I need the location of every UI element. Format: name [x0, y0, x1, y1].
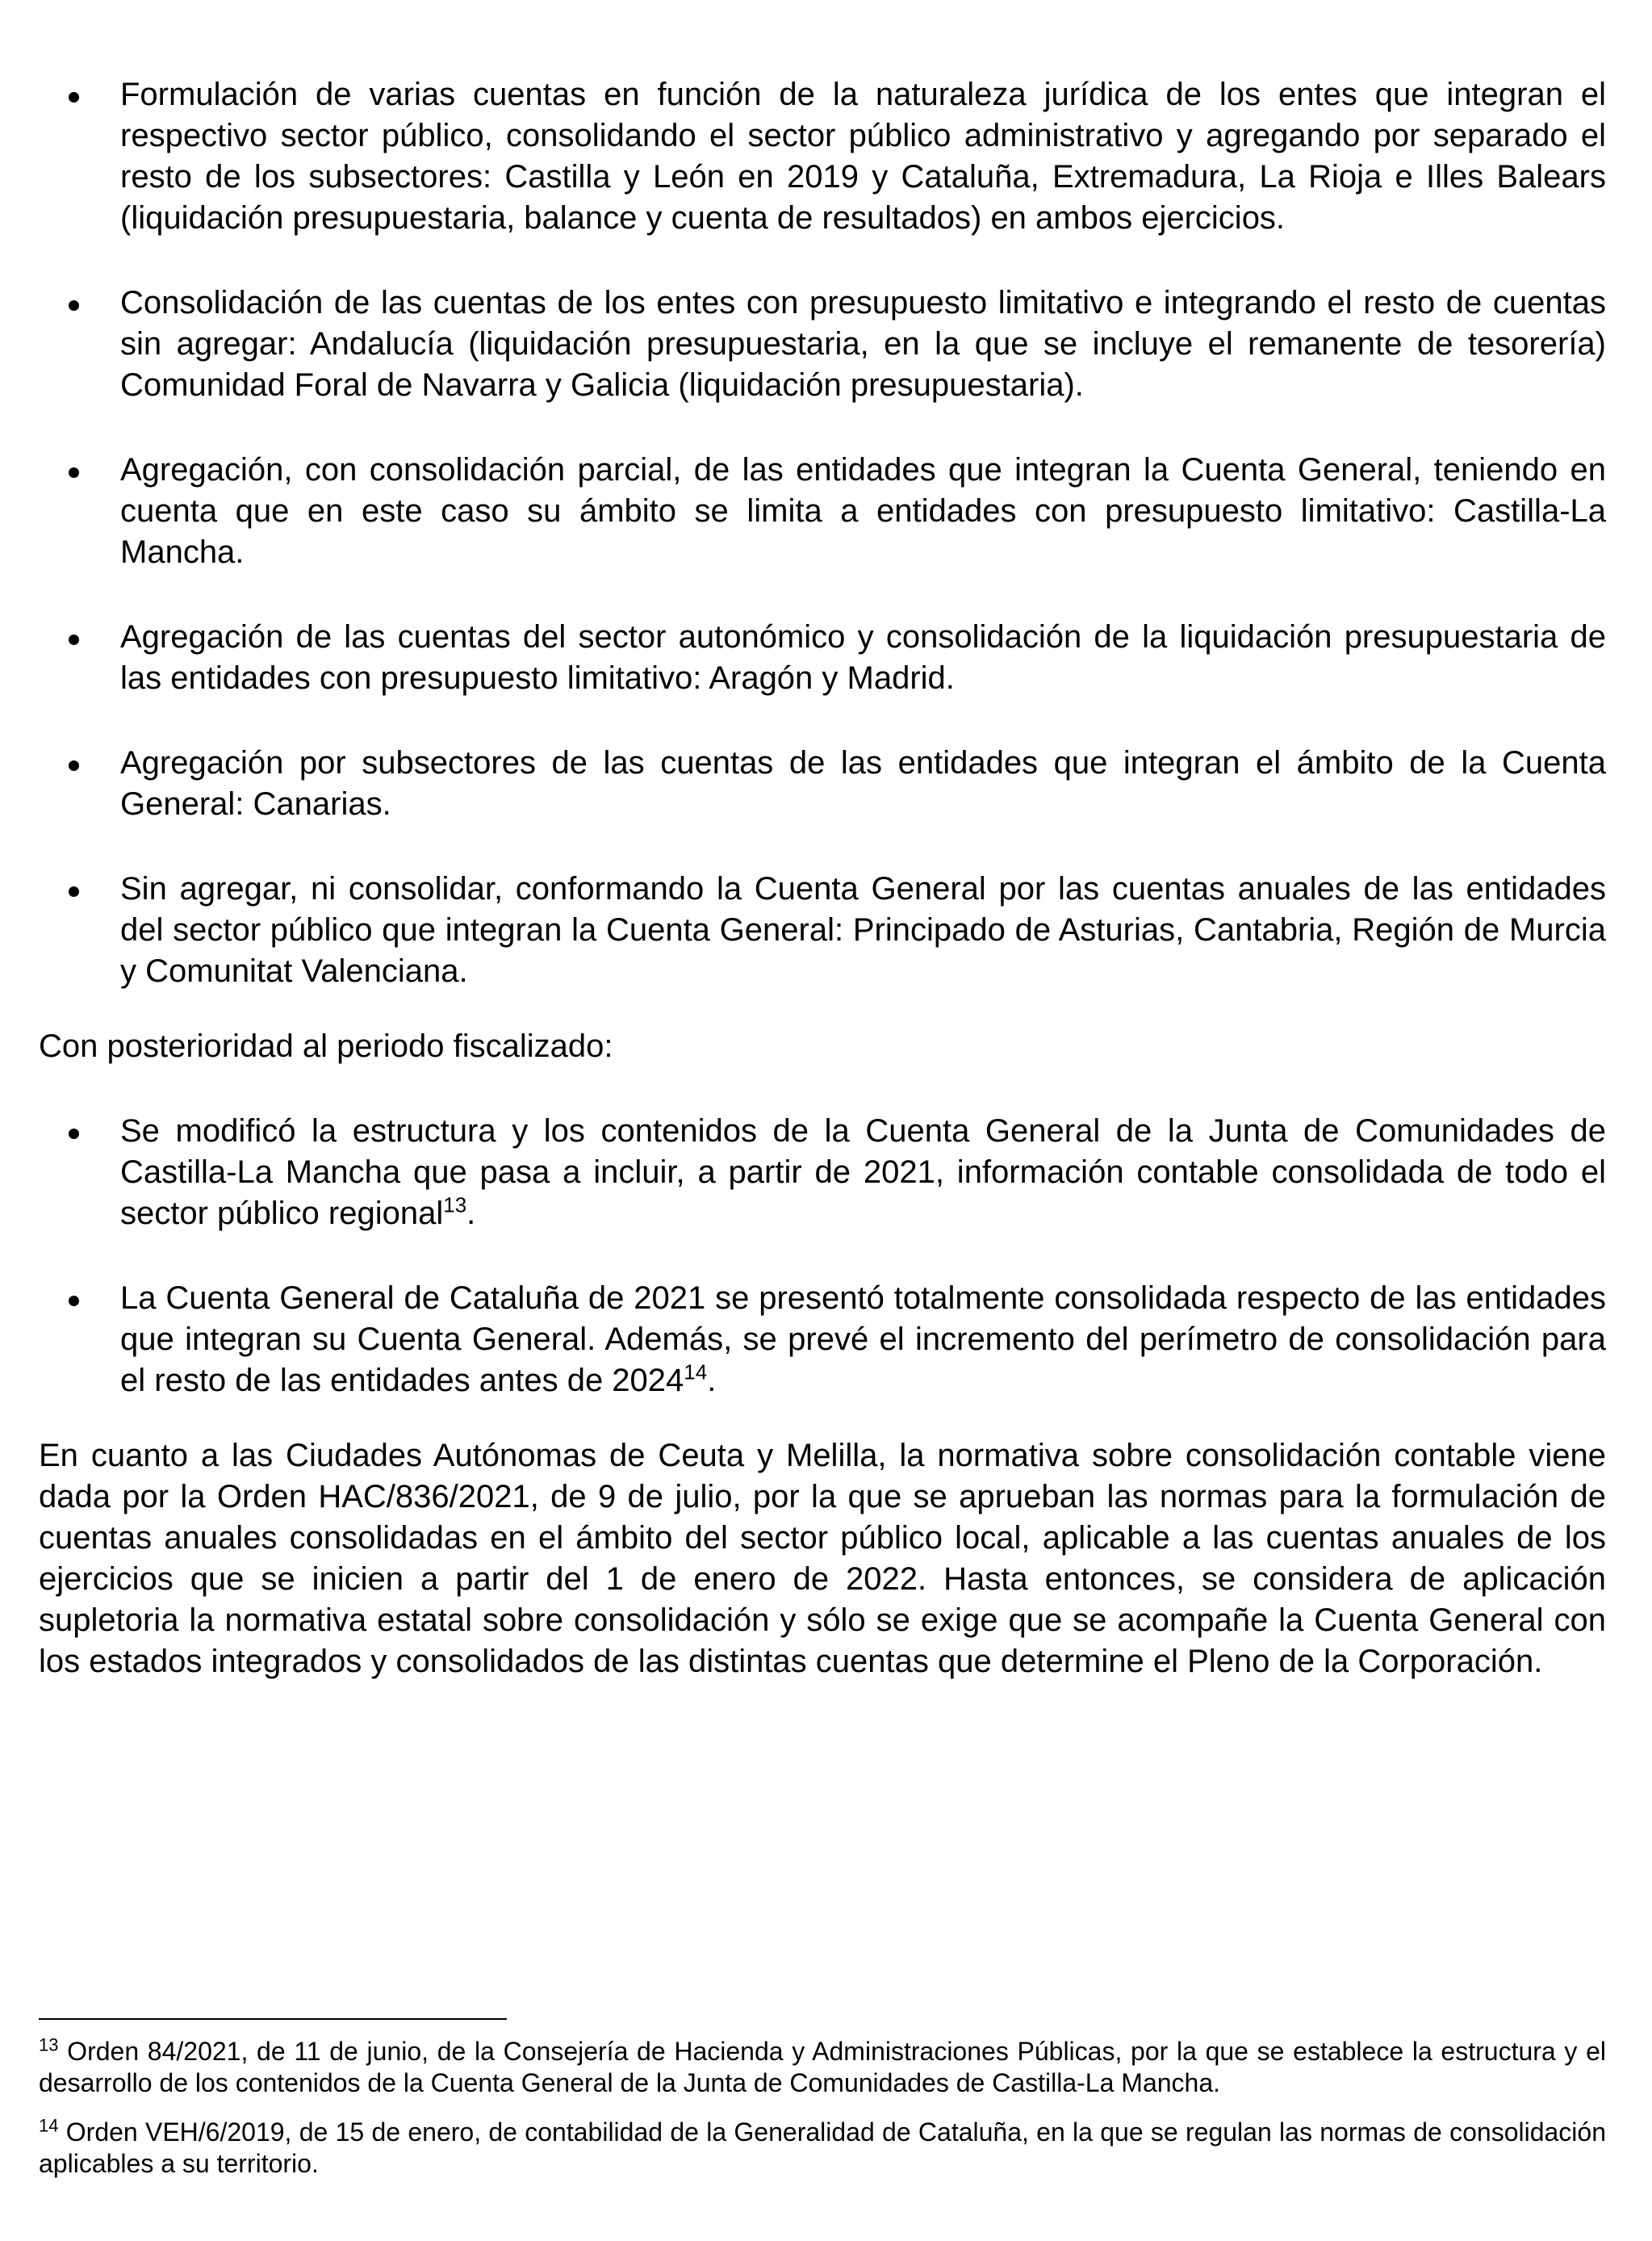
footnote-ref: 14: [684, 1359, 708, 1384]
footnote-ref: 13: [443, 1192, 467, 1217]
footnote-text: Orden 84/2021, de 11 de junio, de la Consejería de Hacienda y Administraciones Públicas, por la que se establece la estructura y el desarrollo de los contenidos de la Cuenta General de la Junta de Comunidades de Castilla-La Mancha.: [39, 2037, 1606, 2097]
ceuta-melilla-paragraph: En cuanto a las Ciudades Autónomas de Ceuta y Melilla, la normativa sobre consolidación contable viene dada por la Orden HAC/836/2021, de 9 de julio, por la que se aprueban las normas para la formulación de cuentas anuales consolidadas en el ámbito del sector público local, aplicable a las cuentas anuales de los ejercicios que se inicien a partir del 1 de enero de 2022. Hasta entonces, se considera de aplicación supletoria la normativa estatal sobre consolidación y sólo se exige que se acompañe la Cuenta General con los estados integrados y consolidados de las distintas cuentas que determine el Pleno de la Corporación.: [39, 1438, 1606, 1679]
document-body: [39, 74, 1606, 1726]
footnote-number: 13: [39, 2034, 59, 2055]
bullet-dot-icon: [69, 467, 79, 478]
footnote-14: [39, 2117, 1606, 2180]
bullet-dot-icon: [69, 760, 79, 771]
consolidation-methods-list: [39, 74, 1606, 992]
bullet-dot-icon: [69, 1129, 79, 1139]
bullet-dot-icon: [69, 300, 79, 311]
list-item-text: Agregación, con consolidación parcial, de las entidades que integran la Cuenta General, teniendo en cuenta que en este caso su ámbito se limita a entidades con presupuesto limitativo: Castilla-La Mancha.: [120, 452, 1606, 570]
list-item: [39, 450, 1606, 573]
list-item-body: Se modificó la estructura y los contenidos de la Cuenta General de la Junta de Comunidades de Castilla-La Mancha que pasa a incluir, a partir de 2021, información contable consolidada de todo el sector público regional: [120, 1113, 1606, 1231]
list-item: [39, 283, 1606, 406]
list-item-body: La Cuenta General de Cataluña de 2021 se presentó totalmente consolidada respecto de las entidades que integran su Cuenta General. Además, se prevé el incremento del perímetro de consolidación para el resto de las entidades antes de 2024: [120, 1280, 1606, 1398]
bullet-dot-icon: [69, 635, 79, 645]
list-item-text: Sin agregar, ni consolidar, conformando la Cuenta General por las cuentas anuales de las entidades del sector público que integran la Cuenta General: Principado de Asturias, Cantabria, Región de Murcia y Comunitat Valenciana.: [120, 871, 1606, 989]
list-item: [39, 1111, 1606, 1234]
footnote-13: [39, 2036, 1606, 2099]
list-item: [39, 1278, 1606, 1401]
list-item: [39, 869, 1606, 992]
list-item-text: Consolidación de las cuentas de los entes con presupuesto limitativo e integrando el resto de cuentas sin agregar: Andalucía (liquidación presupuestaria, en la que se incluye el remanente de tesorería) Comunidad Foral de Navarra y Galicia (liquidación presupuestaria).: [120, 285, 1606, 403]
footnote-number: 14: [39, 2115, 59, 2136]
list-item: [39, 617, 1606, 699]
list-item-text: [120, 1278, 1606, 1401]
list-item-text: Formulación de varias cuentas en función de la naturaleza jurídica de los entes que integran el respectivo sector público, consolidando el sector público administrativo y agregando por separado el resto de los subsectores: Castilla y León en 2019 y Cataluña, Extremadura, La Rioja e Illes Balears (liquidación presupuestaria, balance y cuenta de resultados) en ambos ejercicios.: [120, 77, 1606, 236]
footnote-separator: [39, 2018, 507, 2020]
list-item-tail: .: [466, 1196, 476, 1231]
list-item-text: Agregación por subsectores de las cuentas de las entidades que integran el ámbito de la Cuenta General: Canarias.: [120, 745, 1606, 822]
footnote-text: Orden VEH/6/2019, de 15 de enero, de contabilidad de la Generalidad de Cataluña, en la que se regulan las normas de consolidación aplicables a su territorio.: [39, 2117, 1606, 2178]
list-item-text: [120, 1111, 1606, 1234]
bullet-dot-icon: [69, 92, 79, 103]
post-period-list: [39, 1111, 1606, 1401]
bullet-dot-icon: [69, 886, 79, 897]
list-item-tail: .: [707, 1363, 717, 1398]
footnotes-section: [39, 2018, 1606, 2197]
post-period-intro: Con posterioridad al periodo fiscalizado:: [39, 1028, 613, 1064]
list-item: [39, 74, 1606, 239]
bullet-dot-icon: [69, 1296, 79, 1306]
list-item: [39, 743, 1606, 825]
list-item-text: Agregación de las cuentas del sector autonómico y consolidación de la liquidación presupuestaria de las entidades con presupuesto limitativo: Aragón y Madrid.: [120, 619, 1606, 696]
